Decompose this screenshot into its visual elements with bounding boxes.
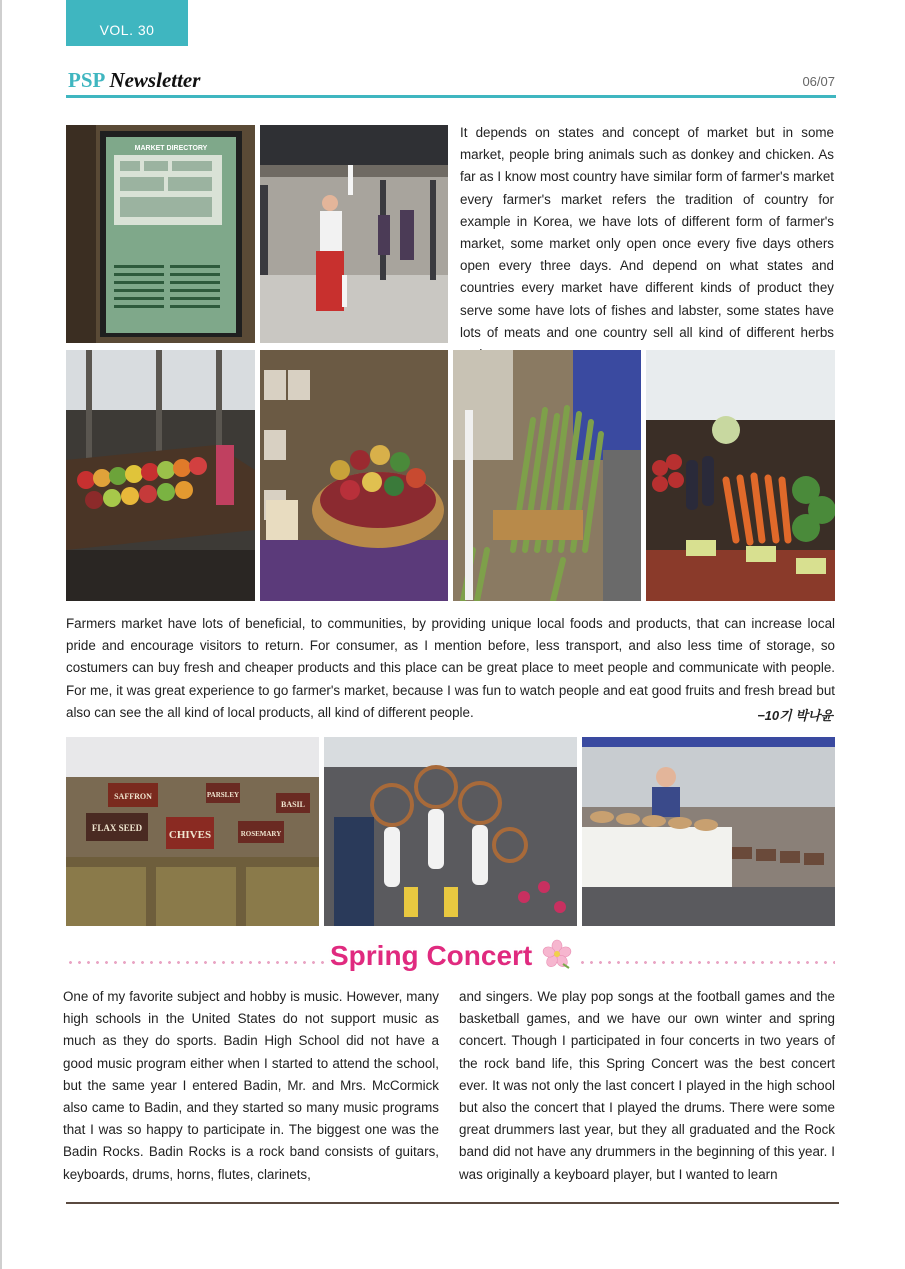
label-saffron: SAFFRON xyxy=(114,792,152,801)
heading-dots-left xyxy=(66,961,324,964)
bakery-stall-photo xyxy=(582,737,835,926)
label-parsley: PARSLEY xyxy=(206,791,240,799)
masthead-rule xyxy=(66,95,836,98)
juggler-photo xyxy=(260,125,448,343)
market-directory-photo xyxy=(66,125,255,343)
dreamcatchers-photo xyxy=(324,737,577,926)
directory-sign-title: MARKET DIRECTORY xyxy=(134,145,208,152)
label-chives: CHIVES xyxy=(168,829,212,841)
heading-dots-right xyxy=(578,961,835,964)
label-basil: BASIL xyxy=(280,800,306,809)
masthead xyxy=(68,68,200,93)
page-edge-rule xyxy=(0,0,2,1269)
label-flax-seed: FLAX SEED xyxy=(91,823,143,833)
spice-bins-photo xyxy=(66,737,319,926)
issue-date: 06/07 xyxy=(802,74,835,89)
market-byline: −10기 박나윤 xyxy=(757,708,833,723)
volume-label: VOL. 30 xyxy=(99,22,155,38)
brand-newsletter: Newsletter xyxy=(109,68,201,92)
asparagus-photo xyxy=(453,350,641,601)
vegetables-photo xyxy=(646,350,835,601)
market-closing-paragraph: Farmers market have lots of beneficial, to communities, by providing unique local foods and products, that can increase local pride and encourage visitors to return. For consumer, as I mention before, less transport, and also less time of storage, so costumers can buy fresh and cheaper products and this place can be great place to meet people and communicate with people. For me, it was great experience to go farmer's market, because I was fun to watch people and eat good fruits and fresh bread but also can see the all kind of local products, all kind of different people. xyxy=(66,616,835,720)
label-rosemary: ROSEMARY xyxy=(240,830,282,838)
brand-psp: PSP xyxy=(68,68,105,92)
volume-tab xyxy=(66,0,188,46)
produce-stall-photo xyxy=(66,350,255,601)
spring-concert-title: Spring Concert xyxy=(330,940,533,971)
market-intro-paragraph: It depends on states and concept of market but in some market, people bring animals such as donkey and chicken. As far as I know most country have similar form of farmer's market every farmer's market refers the tradition of country for example in Korea, we have lots of different form of farmer's market, some market only open once every five days others open every three days. And depend on what states and countries every market have different kinds of product they serve some have lots of fishes and labster, some states have lots of meats and one country sell all kind of different herbs xyxy=(460,125,834,340)
concert-left-column: One of my favorite subject and hobby is music. However, many high schools in the United States do not support music as much as they do sports. Badin High School did not have a good music program either when I started to attend the school, but the same year I entered Badin, Mr. and Mrs. McCormick also came to Badin, and they started so many music programs that I was so happy to participate in. The biggest one was the Badin Rocks. Badin Rocks is a rock band consists of guitars, keyboards, drums, horns, flutes, clarinets, xyxy=(63,989,439,1182)
jam-jars-photo xyxy=(260,350,448,601)
concert-right-column: and singers. We play pop songs at the football games and the basketball games, and we have our own winter and spring concert. Though I participated in four concerts in two years of the rock band life, this Spring Concert was the best concert ever. It was not only the last concert I played in the high school but also the concert that I played the drums. There were some great drummers last year, but they all graduated and the Rock band did not have any drummers in the beginning of this year. I was originally a keyboard player, but I wanted to learn xyxy=(459,989,835,1182)
footer-rule xyxy=(66,1202,839,1204)
cherry-blossom-icon xyxy=(541,938,573,970)
